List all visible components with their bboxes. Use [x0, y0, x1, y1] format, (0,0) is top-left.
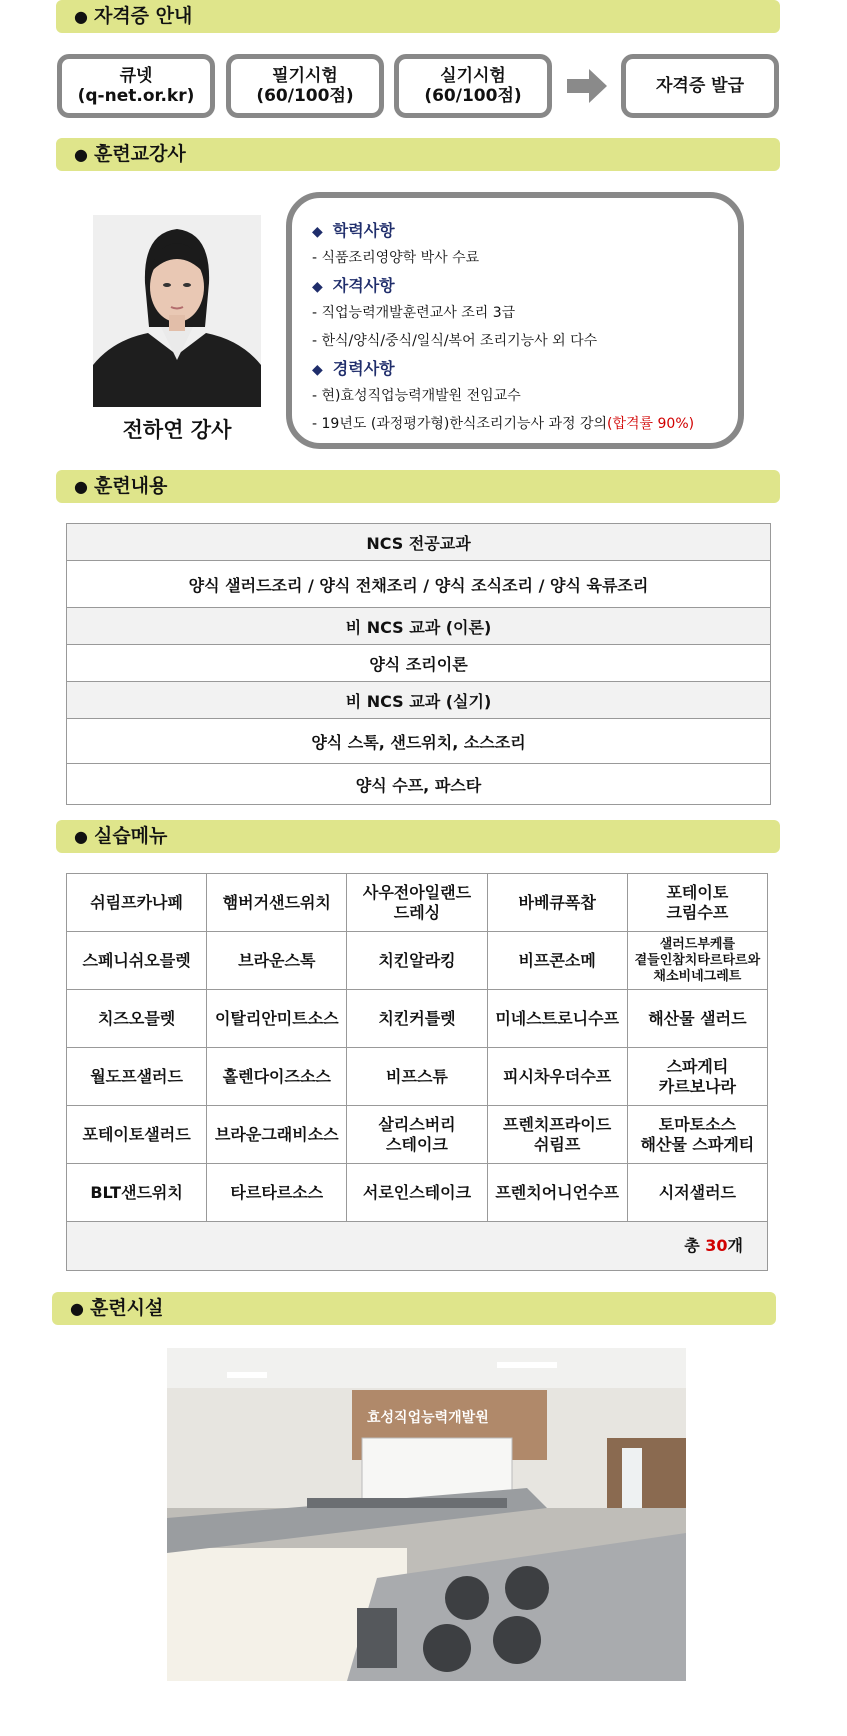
section-header-instructor [56, 138, 780, 171]
instructor-photo [93, 215, 261, 407]
table-row [67, 524, 771, 561]
menu-total-cell [67, 1222, 768, 1271]
instructor-profile-box [286, 192, 744, 449]
menu-item: 바베큐폭찹 [487, 874, 627, 932]
menu-item: 스페니쉬오믈렛 [67, 932, 207, 990]
total-suffix: 개 [727, 1236, 743, 1255]
total-count: 30 [705, 1236, 728, 1255]
menu-item: 서로인스테이크 [347, 1164, 487, 1222]
kitchen-illustration [167, 1348, 686, 1681]
facility-sign: 효성직업능력개발원 [367, 1410, 489, 1426]
practice-content-cell: 양식 수프, 파스타 [67, 764, 771, 805]
practice-title-cell: 비 NCS 교과 (실기) [67, 682, 771, 719]
section-title: 자격증 안내 [93, 5, 193, 27]
career-item [312, 413, 720, 435]
menu-item: 치킨커틀렛 [347, 990, 487, 1048]
facility-photo [167, 1348, 686, 1681]
career-heading [312, 358, 720, 381]
flow-step-label: 자격증 발급 [655, 76, 745, 96]
section-title: 훈련교강사 [93, 143, 186, 165]
instructor-name: 전하연 강사 [122, 418, 232, 442]
bullet-icon: ● [74, 145, 88, 164]
menu-item: 미네스트로니수프 [487, 990, 627, 1048]
diamond-icon: ◆ [312, 362, 323, 378]
menu-total-row [67, 1222, 768, 1271]
education-item: - 식품조리영양학 박사 수료 [312, 250, 480, 266]
heading-label: 학력사항 [332, 221, 395, 240]
menu-item: 이탈리안미트소스 [207, 990, 347, 1048]
menu-item: 프렌치프라이드 쉬림프 [487, 1106, 627, 1164]
menu-item: 치즈오믈렛 [67, 990, 207, 1048]
flow-step-written-exam [226, 54, 384, 118]
table-row [67, 1164, 768, 1222]
menu-item: 월도프샐러드 [67, 1048, 207, 1106]
table-row [67, 645, 771, 682]
right-arrow-icon [567, 69, 607, 103]
bullet-icon: ● [74, 477, 88, 496]
table-row [67, 719, 771, 764]
menu-item: 시저샐러드 [627, 1164, 767, 1222]
menu-item: 타르타르소스 [207, 1164, 347, 1222]
flow-step-label: 실기시험 [440, 66, 506, 86]
menu-item: 쉬림프카나페 [67, 874, 207, 932]
career-item: - 현)효성직업능력개발원 전임교수 [312, 388, 521, 404]
table-row [67, 561, 771, 608]
diamond-icon: ◆ [312, 224, 323, 240]
ncs-content-cell: 양식 샐러드조리 / 양식 전채조리 / 양식 조식조리 / 양식 육류조리 [67, 561, 771, 608]
instructor-portrait [93, 215, 261, 407]
heading-label: 자격사항 [332, 276, 395, 295]
section-title: 실습메뉴 [93, 825, 168, 847]
menu-item: 스파게티 카르보나라 [627, 1048, 767, 1106]
license-item: - 직업능력개발훈련교사 조리 3급 [312, 305, 516, 321]
section-title: 훈련시설 [89, 1297, 164, 1319]
menu-item: 비프스튜 [347, 1048, 487, 1106]
table-row [67, 1048, 768, 1106]
flow-step-sub: (60/100점) [424, 86, 522, 106]
table-row [67, 874, 768, 932]
heading-label: 경력사항 [332, 359, 395, 378]
flow-step-certificate-issue [621, 54, 779, 118]
menu-item: 사우전아일랜드 드레싱 [347, 874, 487, 932]
section-header-contents [56, 470, 780, 503]
table-row [67, 932, 768, 990]
flow-step-label: 필기시험 [272, 66, 338, 86]
menu-item: 포테이토 크림수프 [627, 874, 767, 932]
table-row [67, 608, 771, 645]
flow-step-practical-exam [394, 54, 552, 118]
total-prefix: 총 [684, 1236, 706, 1255]
curriculum-table [66, 523, 771, 805]
practice-menu-table [66, 873, 768, 1271]
menu-item: 해산물 샐러드 [627, 990, 767, 1048]
flow-step-qnet [57, 54, 215, 118]
menu-item: 치킨알라킹 [347, 932, 487, 990]
practice-content-cell: 양식 스톡, 샌드위치, 소스조리 [67, 719, 771, 764]
career-text: - 19년도 (과정평가형)한식조리기능사 과정 강의 [312, 416, 608, 432]
ncs-title-cell: NCS 전공교과 [67, 524, 771, 561]
theory-content-cell: 양식 조리이론 [67, 645, 771, 682]
table-row [67, 1106, 768, 1164]
menu-item: 살리스버리 스테이크 [347, 1106, 487, 1164]
menu-item: 홀렌다이즈소스 [207, 1048, 347, 1106]
education-heading [312, 220, 720, 243]
flow-step-label: 큐넷 [119, 66, 153, 86]
menu-item: 비프콘소메 [487, 932, 627, 990]
license-item: - 한식/양식/중식/일식/복어 조리기능사 외 다수 [312, 333, 598, 349]
flow-step-sub: (q-net.or.kr) [77, 86, 195, 106]
pass-rate-highlight: (합격률 90%) [607, 416, 695, 432]
section-header-certificate [56, 0, 780, 33]
table-row [67, 764, 771, 805]
section-title: 훈련내용 [93, 475, 168, 497]
menu-item: BLT샌드위치 [67, 1164, 207, 1222]
menu-item: 샐러드부케를 곁들인참치타르타르와 채소비네그레트 [627, 932, 767, 990]
section-header-menu [56, 820, 780, 853]
menu-item: 피시차우더수프 [487, 1048, 627, 1106]
section-header-facility [52, 1292, 776, 1325]
diamond-icon: ◆ [312, 279, 323, 295]
bullet-icon: ● [70, 1299, 84, 1318]
menu-item: 브라운그래비소스 [207, 1106, 347, 1164]
table-row [67, 682, 771, 719]
license-heading [312, 275, 720, 298]
menu-item: 햄버거샌드위치 [207, 874, 347, 932]
menu-item: 포테이토샐러드 [67, 1106, 207, 1164]
menu-item: 브라운스톡 [207, 932, 347, 990]
table-row [67, 990, 768, 1048]
bullet-icon: ● [74, 827, 88, 846]
menu-item: 프렌치어니언수프 [487, 1164, 627, 1222]
flow-step-sub: (60/100점) [256, 86, 354, 106]
menu-item: 토마토소스 해산물 스파게티 [627, 1106, 767, 1164]
bullet-icon: ● [74, 7, 88, 26]
theory-title-cell: 비 NCS 교과 (이론) [67, 608, 771, 645]
